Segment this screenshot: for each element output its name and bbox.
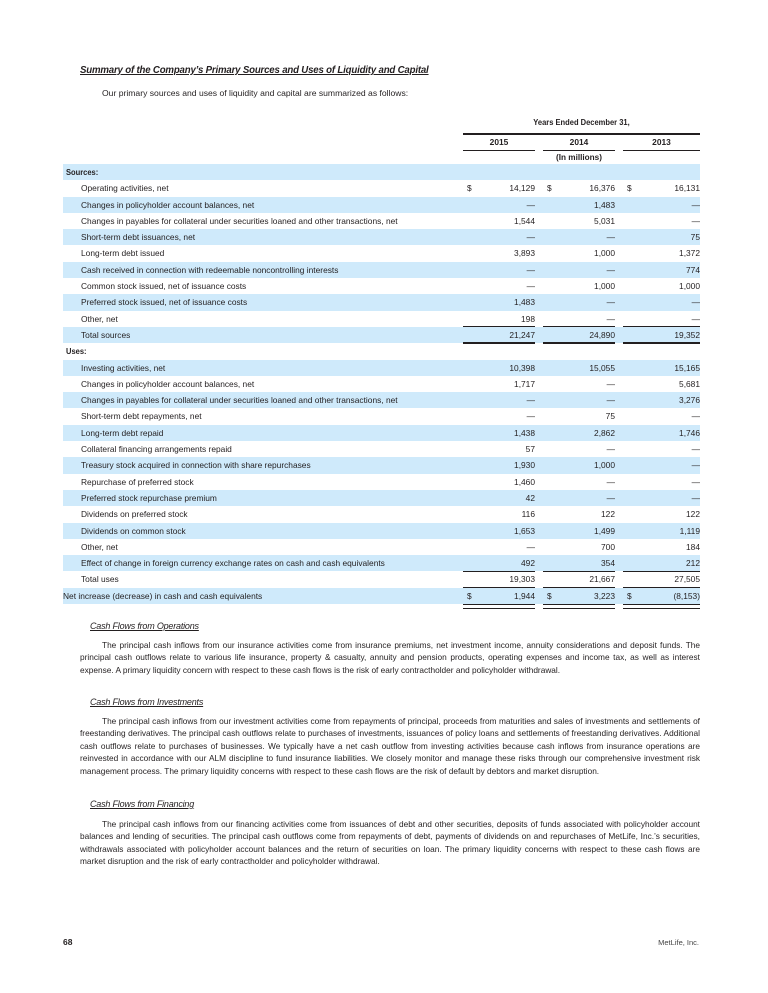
cell-value: 14,129: [509, 183, 535, 194]
page-heading: Summary of the Company’s Primary Sources and Uses of Liquidity and Capital: [80, 64, 429, 76]
cell-value: —: [606, 444, 615, 455]
dollar-sign: $: [547, 183, 552, 194]
cell-2014: [543, 294, 615, 310]
row-label: Total uses: [81, 574, 119, 585]
cell-2014: [543, 555, 615, 571]
cell-value: —: [606, 476, 615, 487]
row-label: Sources:: [66, 167, 99, 177]
cell-value: 1,000: [679, 281, 700, 292]
year-header-2015: 2015: [489, 137, 509, 147]
cell-value: 1,653: [514, 525, 535, 536]
cell-2015: [463, 392, 535, 408]
cell-value: 2,862: [594, 427, 615, 438]
cell-value: —: [606, 232, 615, 243]
row-label: Dividends on common stock: [81, 525, 186, 536]
total-rule: [463, 571, 535, 573]
cell-2015: [463, 197, 535, 213]
year-header-2014: 2014: [569, 137, 589, 147]
cell-value: 1,372: [679, 248, 700, 259]
total-rule: [623, 571, 700, 573]
cell-2015: [463, 245, 535, 261]
cell-2014: [543, 311, 615, 327]
cell-value: 16,131: [674, 183, 700, 194]
double-rule: [623, 604, 700, 609]
cell-value: —: [526, 232, 535, 243]
table-row: [63, 278, 700, 294]
cell-2013: [623, 360, 700, 376]
table-row: [63, 245, 700, 261]
row-label: Changes in payables for collateral under securities loaned and other transactions, net: [81, 395, 398, 406]
cell-value: 354: [601, 558, 615, 569]
dollar-sign: $: [627, 183, 632, 194]
table-row: [63, 197, 700, 213]
row-label: Changes in policyholder account balances, net: [81, 378, 255, 389]
cell-2013: [623, 457, 700, 473]
cell-2014: [543, 523, 615, 539]
row-label: Long-term debt issued: [81, 248, 165, 259]
row-label: Long-term debt repaid: [81, 427, 164, 438]
cell-2015: [463, 294, 535, 310]
cell-2014: [543, 474, 615, 490]
row-label: Common stock issued, net of issuance costs: [81, 281, 247, 292]
cell-value: 75: [690, 232, 700, 243]
cell-2013: [623, 474, 700, 490]
cell-value: —: [606, 378, 615, 389]
cell-value: 122: [686, 509, 700, 520]
cell-2015: [463, 588, 535, 604]
cell-2013: [623, 197, 700, 213]
cell-2015: [463, 376, 535, 392]
section-financing-title: Cash Flows from Financing: [90, 799, 195, 809]
period-header: Years Ended December 31,: [533, 117, 630, 127]
cell-value: 1,000: [594, 248, 615, 259]
row-label: Cash received in connection with redeemable noncontrolling interests: [81, 264, 339, 275]
cell-value: 116: [521, 509, 535, 520]
table-row: [63, 311, 700, 327]
cell-value: 212: [686, 558, 700, 569]
table-row: [63, 408, 700, 424]
section-investments-text: The principal cash inflows from our investment activities come from repayments of principal, proceeds from maturities and sales of investments and settlements of freestanding derivatives. The principal cash outflows relate to purchases of investments, issuances of policy loans and settlements of freestanding derivatives. Additional cash outflows relate to purchases of businesses. We typically have a net cash outflow from investing activities because cash inflows from insurance operations are reinvested in accordance with our ALM discipline to fund insurance liabilities. We closely monitor and manage these risks through our comprehensive investment risk management process. The primary liquidity concerns with respect to these cash flows are the risk of default by debtors and market disruption.: [80, 716, 700, 776]
cell-2015: [463, 425, 535, 441]
cell-value: —: [526, 411, 535, 422]
cell-value: —: [691, 215, 700, 226]
cell-2013: [623, 262, 700, 278]
cell-2014: [543, 262, 615, 278]
cell-2014: [543, 408, 615, 424]
row-label: Investing activities, net: [81, 362, 166, 373]
total-rule: [623, 342, 700, 344]
cell-2014: [543, 506, 615, 522]
table-row: [63, 229, 700, 245]
intro-text: Our primary sources and uses of liquidity and capital are summarized as follows:: [102, 88, 409, 98]
cell-2014: [543, 197, 615, 213]
cell-2013: [623, 327, 700, 343]
row-label: Total sources: [81, 329, 131, 340]
cell-value: 184: [686, 541, 700, 552]
cell-value: 57: [525, 444, 535, 455]
cell-value: —: [606, 313, 615, 324]
cell-2013: [623, 376, 700, 392]
section-financing-text: The principal cash inflows from our financing activities come from issuances of debt and other securities, deposits of funds associated with policyholder account balances and lending of securities. The principal cash outflows come from repayments of debt, payments of dividends on and repurchases of MetLife, Inc.’s securities, withdrawals associated with policyholder account balances and the return of securities on loan. The primary liquidity concerns with respect to these cash flows are market disruption and the risk of early contractholder and policyholder withdrawal.: [80, 819, 700, 867]
cell-2013: [623, 490, 700, 506]
cell-value: 42: [525, 492, 535, 503]
cell-2014: [543, 457, 615, 473]
dollar-sign: $: [627, 590, 632, 601]
cell-value: 198: [521, 313, 535, 324]
units-label: (In millions): [556, 153, 602, 162]
total-rule: [623, 587, 700, 588]
total-rule: [543, 587, 615, 588]
cell-value: 19,303: [509, 574, 535, 585]
cell-value: —: [526, 395, 535, 406]
cell-2013: [623, 523, 700, 539]
cell-value: —: [691, 492, 700, 503]
year-rule-2013: [623, 150, 700, 151]
cell-value: 21,247: [509, 329, 535, 340]
cell-value: 19,352: [674, 329, 700, 340]
table-row: [63, 327, 700, 343]
section-investments-title: Cash Flows from Investments: [90, 697, 204, 707]
cell-value: —: [526, 541, 535, 552]
total-rule: [463, 342, 535, 344]
cell-value: 1,930: [514, 460, 535, 471]
table-row: [63, 180, 700, 196]
table-row: [63, 360, 700, 376]
cell-2015: [463, 278, 535, 294]
cell-2015: [463, 457, 535, 473]
cell-2015: [463, 180, 535, 196]
cell-value: 1,119: [679, 525, 700, 536]
cell-value: 21,667: [589, 574, 615, 585]
cell-2013: [623, 408, 700, 424]
cell-value: 5,681: [679, 378, 700, 389]
row-label: Dividends on preferred stock: [81, 509, 188, 520]
row-label: Other, net: [81, 541, 118, 552]
dollar-sign: $: [547, 590, 552, 601]
cell-2014: [543, 245, 615, 261]
cell-2013: [623, 311, 700, 327]
double-rule: [543, 604, 615, 609]
cell-value: 15,165: [674, 362, 700, 373]
cell-2015: [463, 262, 535, 278]
cell-2014: [543, 213, 615, 229]
cell-value: —: [691, 476, 700, 487]
cell-value: 122: [601, 509, 615, 520]
table-row: [63, 571, 700, 587]
cell-value: 5,031: [594, 215, 615, 226]
total-rule: [623, 326, 700, 327]
row-label: Treasury stock acquired in connection with share repurchases: [81, 460, 311, 471]
total-rule: [543, 342, 615, 344]
row-label: Short-term debt repayments, net: [81, 411, 202, 422]
cell-value: 774: [686, 264, 700, 275]
cell-2013: [623, 588, 700, 604]
cell-2015: [463, 539, 535, 555]
row-label: Preferred stock repurchase premium: [81, 492, 217, 503]
section-operations-text: The principal cash inflows from our insurance activities come from insurance premiums, net investment income, annuity considerations and deposit funds. The principal cash outflows relate to various life insurance, property & casualty, annuity and pension products, operating expenses and income tax, as well as interest expense. A primary liquidity concern with respect to these cash flows is the risk of early contractholder and policyholder withdrawal.: [80, 640, 700, 675]
cell-value: —: [606, 297, 615, 308]
cell-value: —: [526, 199, 535, 210]
cell-2014: [543, 376, 615, 392]
year-rule-2014: [543, 150, 615, 151]
section-header-sources: [63, 164, 700, 180]
cell-2014: [543, 441, 615, 457]
cell-value: 492: [521, 558, 535, 569]
table-row: [63, 523, 700, 539]
cell-2015: [463, 474, 535, 490]
cell-2013: [623, 180, 700, 196]
table-row: [63, 294, 700, 310]
table-row: [63, 539, 700, 555]
cell-value: —: [526, 281, 535, 292]
row-label: Operating activities, net: [81, 183, 169, 194]
cell-2014: [543, 588, 615, 604]
year-header-2013: 2013: [652, 137, 671, 147]
cell-2013: [623, 245, 700, 261]
table-row: [63, 441, 700, 457]
cell-2014: [543, 490, 615, 506]
cell-value: 15,055: [589, 362, 615, 373]
row-label: Repurchase of preferred stock: [81, 476, 194, 487]
year-rule-2015: [463, 150, 535, 151]
cell-2013: [623, 294, 700, 310]
cell-value: 10,398: [509, 362, 535, 373]
cell-value: 3,893: [514, 248, 535, 259]
cell-value: —: [526, 264, 535, 275]
table-row: [63, 490, 700, 506]
cell-value: 1,000: [594, 460, 615, 471]
cell-2013: [623, 213, 700, 229]
cell-2015: [463, 327, 535, 343]
table-row: [63, 213, 700, 229]
cell-2013: [623, 506, 700, 522]
total-rule: [543, 571, 615, 573]
row-label: Uses:: [66, 346, 87, 357]
cell-2014: [543, 327, 615, 343]
table-row: [63, 376, 700, 392]
row-label: Preferred stock issued, net of issuance costs: [81, 297, 248, 308]
total-rule: [463, 587, 535, 588]
section-header-uses: [63, 343, 700, 359]
cell-value: —: [606, 264, 615, 275]
cell-2013: [623, 539, 700, 555]
cell-2013: [623, 555, 700, 571]
page-number: 68: [63, 937, 73, 947]
cell-value: 1,746: [679, 427, 700, 438]
cell-2013: [623, 278, 700, 294]
table-row: [63, 474, 700, 490]
cell-value: —: [691, 313, 700, 324]
cell-value: 1,460: [514, 476, 535, 487]
cell-2015: [463, 213, 535, 229]
cell-value: 1,717: [514, 378, 535, 389]
cell-value: 24,890: [589, 329, 615, 340]
table-row: [63, 457, 700, 473]
cell-2015: [463, 571, 535, 587]
cell-2013: [623, 571, 700, 587]
net-change-row: [63, 588, 700, 604]
table-row: [63, 506, 700, 522]
row-label: Net increase (decrease) in cash and cash equivalents: [63, 590, 263, 601]
dollar-sign: $: [467, 590, 472, 601]
cell-value: —: [691, 199, 700, 210]
cell-value: 1,499: [594, 525, 615, 536]
double-rule: [463, 604, 535, 609]
cell-2014: [543, 392, 615, 408]
table-row: [63, 555, 700, 571]
company-name: MetLife, Inc.: [658, 938, 699, 947]
total-rule: [543, 326, 615, 327]
cell-2014: [543, 425, 615, 441]
table-row: [63, 392, 700, 408]
cell-value: 1,944: [514, 590, 535, 601]
cell-2014: [543, 539, 615, 555]
cell-value: 75: [605, 411, 615, 422]
cell-value: —: [606, 492, 615, 503]
row-label: Changes in payables for collateral under securities loaned and other transactions, net: [81, 215, 398, 226]
cell-value: 16,376: [589, 183, 615, 194]
cell-value: —: [691, 297, 700, 308]
cell-value: 27,505: [674, 574, 700, 585]
cell-value: 1,000: [594, 281, 615, 292]
cell-value: —: [691, 460, 700, 471]
cell-value: 700: [601, 541, 615, 552]
cell-value: (8,153): [673, 590, 700, 601]
cell-2015: [463, 229, 535, 245]
cell-value: 1,483: [594, 199, 615, 210]
cell-2015: [463, 311, 535, 327]
cell-2014: [543, 180, 615, 196]
row-label: Other, net: [81, 313, 118, 324]
cell-value: 1,438: [514, 427, 535, 438]
cell-2014: [543, 229, 615, 245]
cell-2013: [623, 229, 700, 245]
cell-value: —: [691, 444, 700, 455]
cell-value: 3,223: [594, 590, 615, 601]
section-operations-title: Cash Flows from Operations: [90, 621, 199, 631]
cell-value: —: [606, 395, 615, 406]
header-rule: [463, 133, 700, 135]
cell-2015: [463, 555, 535, 571]
table-row: [63, 425, 700, 441]
cell-2015: [463, 360, 535, 376]
cell-2013: [623, 441, 700, 457]
cell-value: 1,544: [514, 215, 535, 226]
row-label: Collateral financing arrangements repaid: [81, 444, 232, 455]
table-row: [63, 262, 700, 278]
cell-2015: [463, 490, 535, 506]
dollar-sign: $: [467, 183, 472, 194]
row-label: Short-term debt issuances, net: [81, 232, 196, 243]
cell-2014: [543, 278, 615, 294]
cell-2015: [463, 441, 535, 457]
cell-2015: [463, 523, 535, 539]
cell-value: 3,276: [679, 395, 700, 406]
cell-2014: [543, 360, 615, 376]
liquidity-table: [63, 164, 700, 604]
cell-2013: [623, 392, 700, 408]
cell-2014: [543, 571, 615, 587]
cell-2015: [463, 506, 535, 522]
row-label: Changes in policyholder account balances, net: [81, 199, 255, 210]
cell-2013: [623, 425, 700, 441]
cell-value: —: [691, 411, 700, 422]
cell-value: 1,483: [514, 297, 535, 308]
row-label: Effect of change in foreign currency exchange rates on cash and cash equivalents: [81, 558, 385, 569]
cell-2015: [463, 408, 535, 424]
total-rule: [463, 326, 535, 327]
